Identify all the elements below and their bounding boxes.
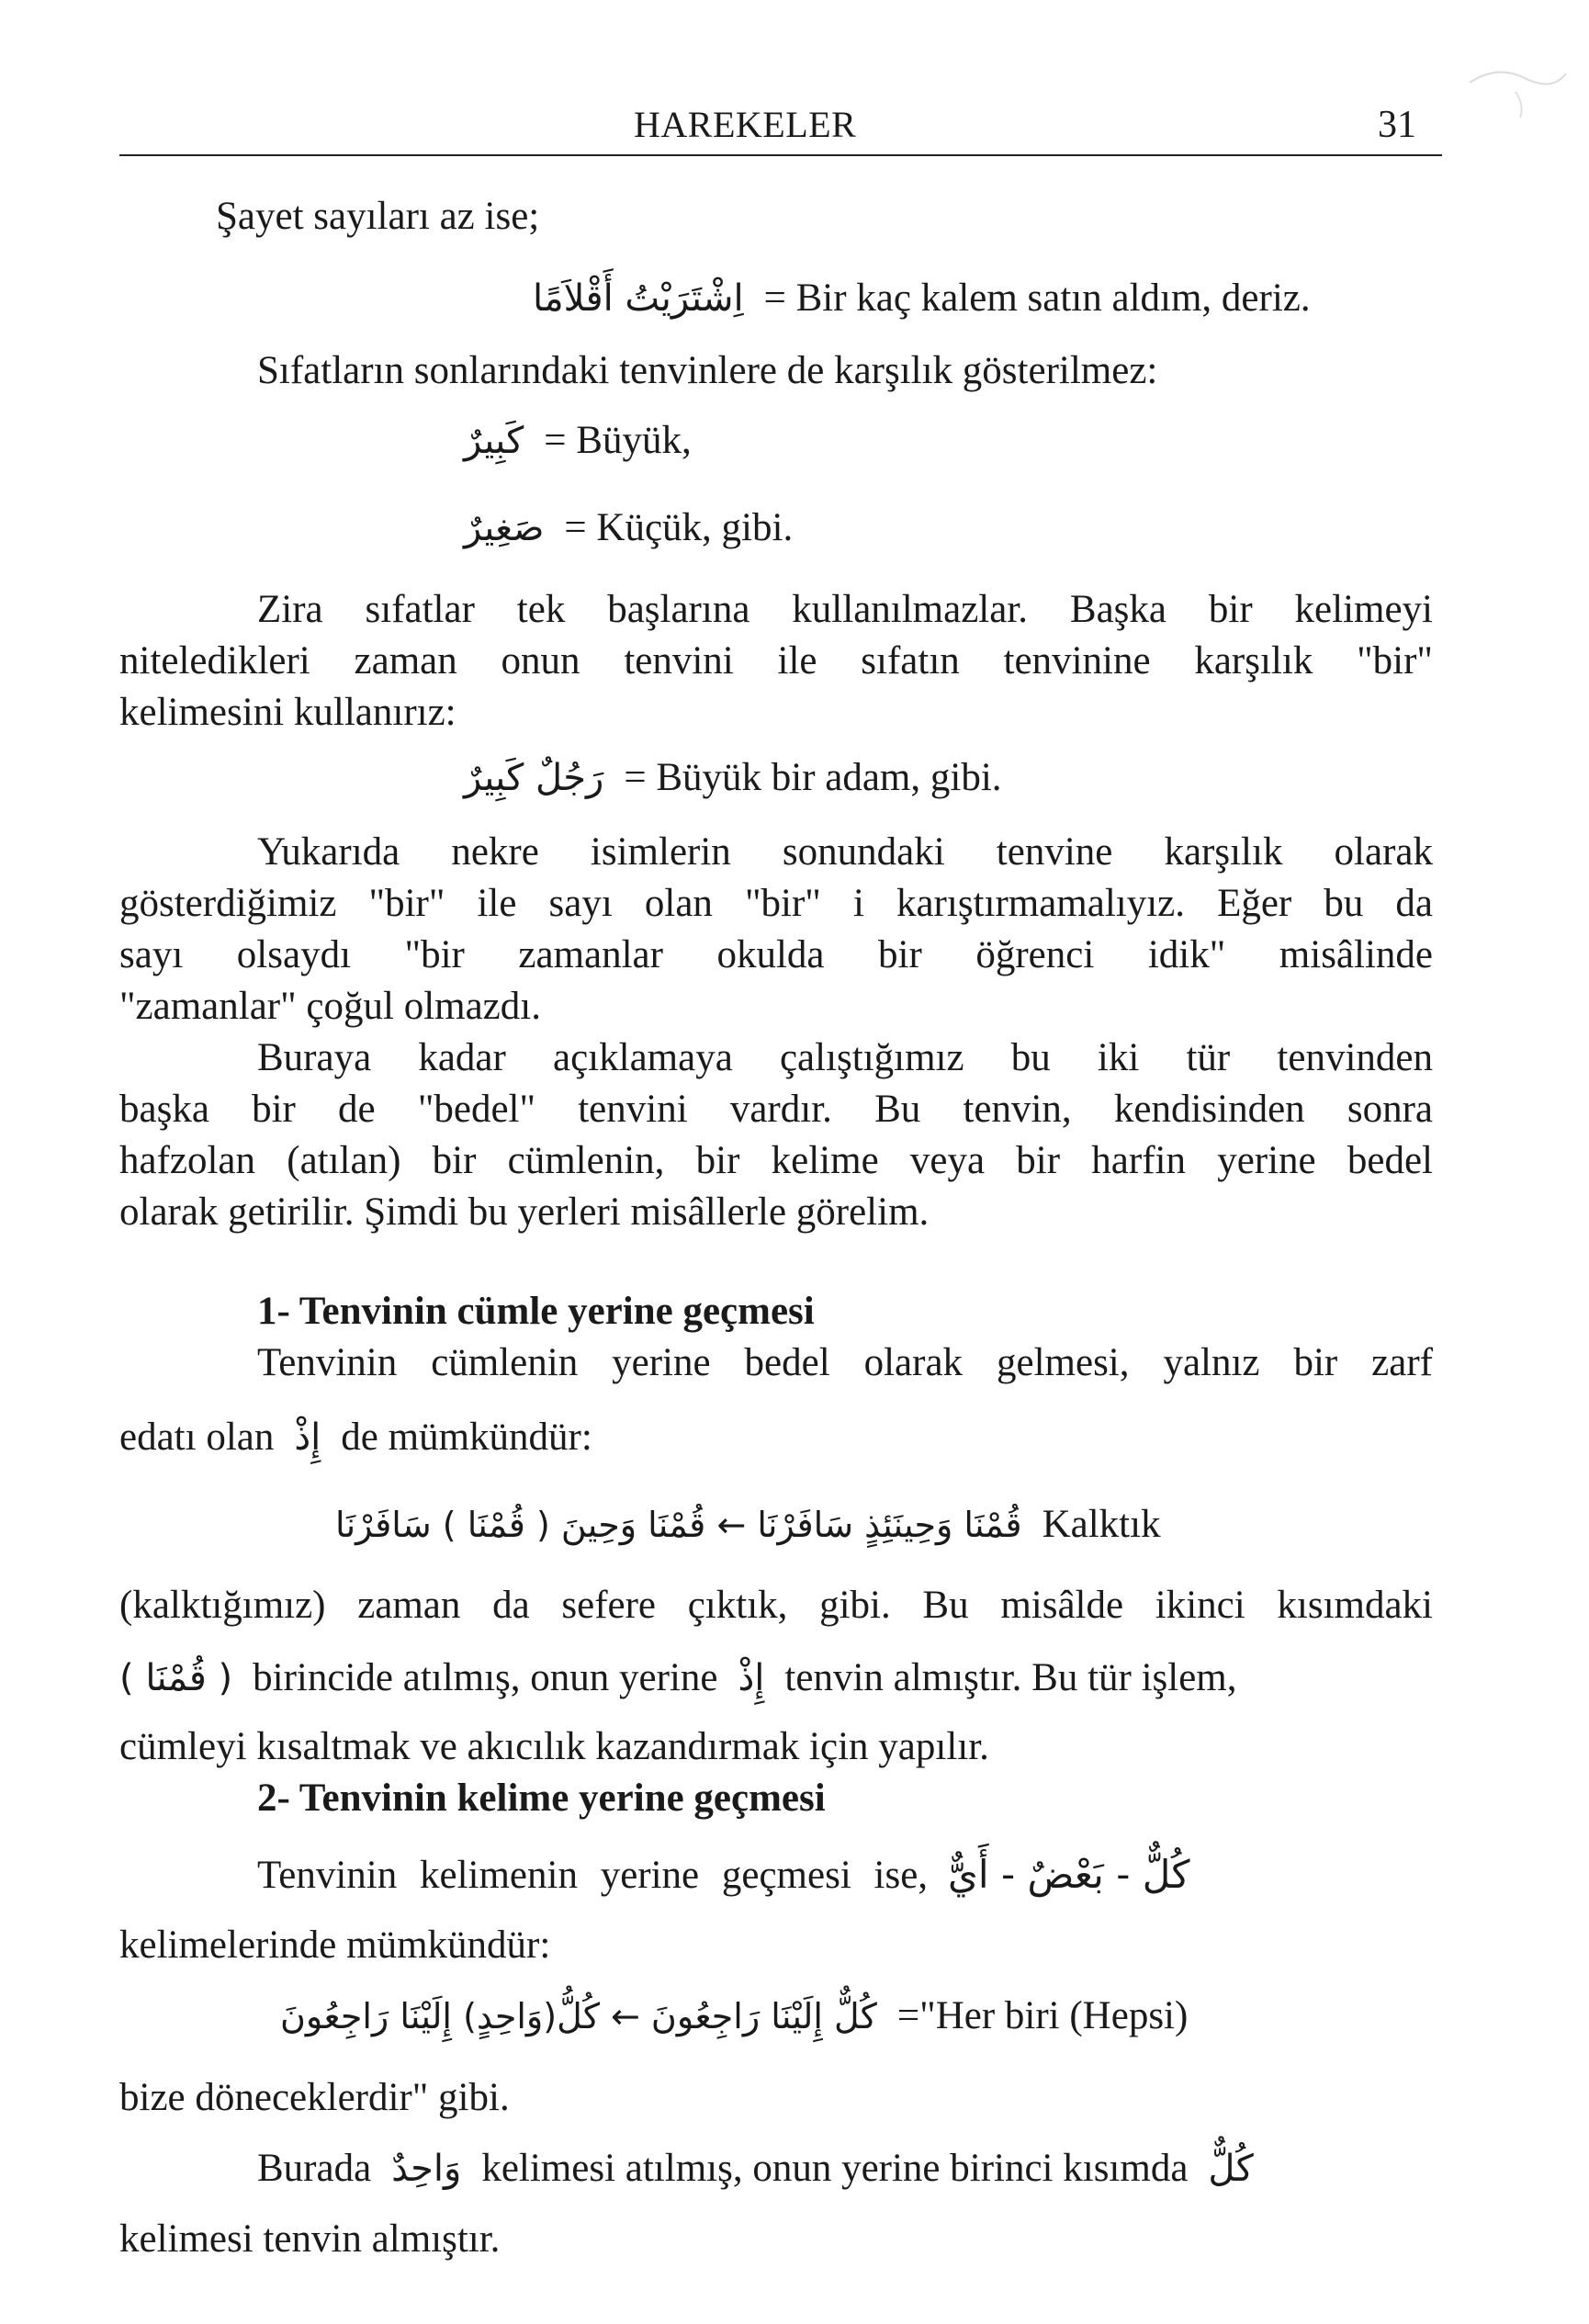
text-line: Buraya kadar açıklamaya çalıştığımız bu iki tür tenvinden bbox=[257, 1036, 1433, 1079]
arabic-word: وَاحِدٌ bbox=[391, 2148, 462, 2190]
text-line-with-arabic bbox=[257, 1852, 1190, 1898]
arabic-word: إِذْ bbox=[738, 1657, 765, 1699]
translation: = Küçük, gibi. bbox=[564, 506, 794, 549]
text-line: gösterdiğimiz "bir" ile sayı olan "bir" i karıştırmamalıyız. Eğer bu da bbox=[119, 882, 1433, 925]
example-4 bbox=[464, 755, 1002, 800]
text-line-with-arabic bbox=[257, 2146, 1254, 2191]
text-line-with-arabic bbox=[119, 1415, 592, 1460]
scan-smudge bbox=[1460, 55, 1571, 119]
arabic-word: كُلٌّ - بَعْضٌ - أَيٌّ bbox=[948, 1852, 1190, 1897]
header-rule bbox=[119, 154, 1442, 156]
text-line: Zira sıfatlar tek başlarına kullanılmazlar. Başka bir kelimeyi bbox=[257, 588, 1433, 631]
text-line: kelimelerinde mümkündür: bbox=[119, 1924, 551, 1967]
translation: = Bir kaç kalem satın aldım, deriz. bbox=[763, 276, 1311, 320]
text-line: (kalktığımız) zaman da sefere çıktık, gibi. Bu misâlde ikinci kısımdaki bbox=[119, 1584, 1433, 1627]
example-1 bbox=[533, 276, 1311, 321]
arabic-word: إِذْ bbox=[294, 1416, 321, 1459]
text: tenvin almıştır. Bu tür işlem, bbox=[784, 1656, 1237, 1699]
example-3 bbox=[464, 505, 793, 550]
section-heading: 2- Tenvinin kelime yerine geçmesi bbox=[257, 1777, 826, 1820]
arabic-example: قُمْنَا وَحِينَئِذٍ سَافَرْنَا ← قُمْنَا وَحِينَ ( قُمْنَا ) سَافَرْنَا bbox=[335, 1505, 1022, 1545]
text: birincide atılmış, onun yerine bbox=[253, 1656, 718, 1699]
translation: = Büyük bir adam, gibi. bbox=[624, 756, 1002, 799]
arabic-example: رَجُلٌ كَبِيرٌ bbox=[464, 757, 604, 799]
text-line: "zamanlar" çoğul olmazdı. bbox=[119, 985, 541, 1028]
text-line: Sıfatların sonlarındaki tenvinlere de karşılık gösterilmez: bbox=[257, 349, 1158, 392]
text-line: Şayet sayıları az ise; bbox=[216, 195, 540, 238]
page-number: 31 bbox=[1378, 104, 1416, 146]
text-line: Yukarıda nekre isimlerin sonundaki tenvine karşılık olarak bbox=[257, 830, 1433, 874]
text-line: kelimesini kullanırız: bbox=[119, 691, 456, 734]
text-line: olarak getirilir. Şimdi bu yerleri misâllerle görelim. bbox=[119, 1190, 930, 1234]
text: edatı olan bbox=[119, 1416, 275, 1459]
running-header: HAREKELER bbox=[634, 104, 857, 145]
example-5 bbox=[335, 1502, 1161, 1547]
text: kelimesi atılmış, onun yerine birinci kısımda bbox=[481, 2147, 1189, 2190]
arabic-example: كُلٌّ إِلَيْنَا رَاجِعُونَ ← كُلُّ(وَاحِدٍ) إِلَيْنَا رَاجِعُونَ bbox=[280, 1996, 877, 2036]
arabic-word: ( قُمْنَا ) bbox=[119, 1657, 233, 1699]
translation: ="Her biri (Hepsi) bbox=[896, 1994, 1189, 2037]
text-line: başka bir de "bedel" tenvini vardır. Bu tenvin, kendisinden sonra bbox=[119, 1088, 1433, 1131]
translation: Kalktık bbox=[1042, 1503, 1161, 1546]
section-heading: 1- Tenvinin cümle yerine geçmesi bbox=[257, 1290, 815, 1333]
text-line: bize döneceklerdir" gibi. bbox=[119, 2076, 510, 2119]
text-line-with-arabic bbox=[119, 1655, 1237, 1700]
arabic-example: كَبِيرٌ bbox=[464, 420, 524, 462]
arabic-example: اِشْتَرَيْتُ أَقْلاَمًا bbox=[533, 277, 744, 320]
example-6 bbox=[280, 1993, 1188, 2038]
arabic-word: كُلٌّ bbox=[1208, 2148, 1254, 2190]
text-line: hafzolan (atılan) bir cümlenin, bir kelime veya bir harfin yerine bedel bbox=[119, 1139, 1433, 1182]
text-line: niteledikleri zaman onun tenvini ile sıfatın tenvinine karşılık "bir" bbox=[119, 639, 1433, 683]
text-line: Tenvinin cümlenin yerine bedel olarak gelmesi, yalnız bir zarf bbox=[257, 1341, 1433, 1384]
example-2 bbox=[464, 418, 692, 463]
text-line: cümleyi kısaltmak ve akıcılık kazandırmak için yapılır. bbox=[119, 1725, 989, 1768]
text: Burada bbox=[257, 2147, 372, 2190]
translation: = Büyük, bbox=[544, 419, 692, 462]
text-line: sayı olsaydı "bir zamanlar okulda bir öğrenci idik" misâlinde bbox=[119, 933, 1433, 976]
arabic-example: صَغِيرٌ bbox=[464, 507, 545, 549]
text: de mümkündür: bbox=[341, 1416, 592, 1459]
text: Tenvinin kelimenin yerine geçmesi ise, bbox=[257, 1854, 929, 1897]
text-line: kelimesi tenvin almıştır. bbox=[119, 2217, 501, 2261]
